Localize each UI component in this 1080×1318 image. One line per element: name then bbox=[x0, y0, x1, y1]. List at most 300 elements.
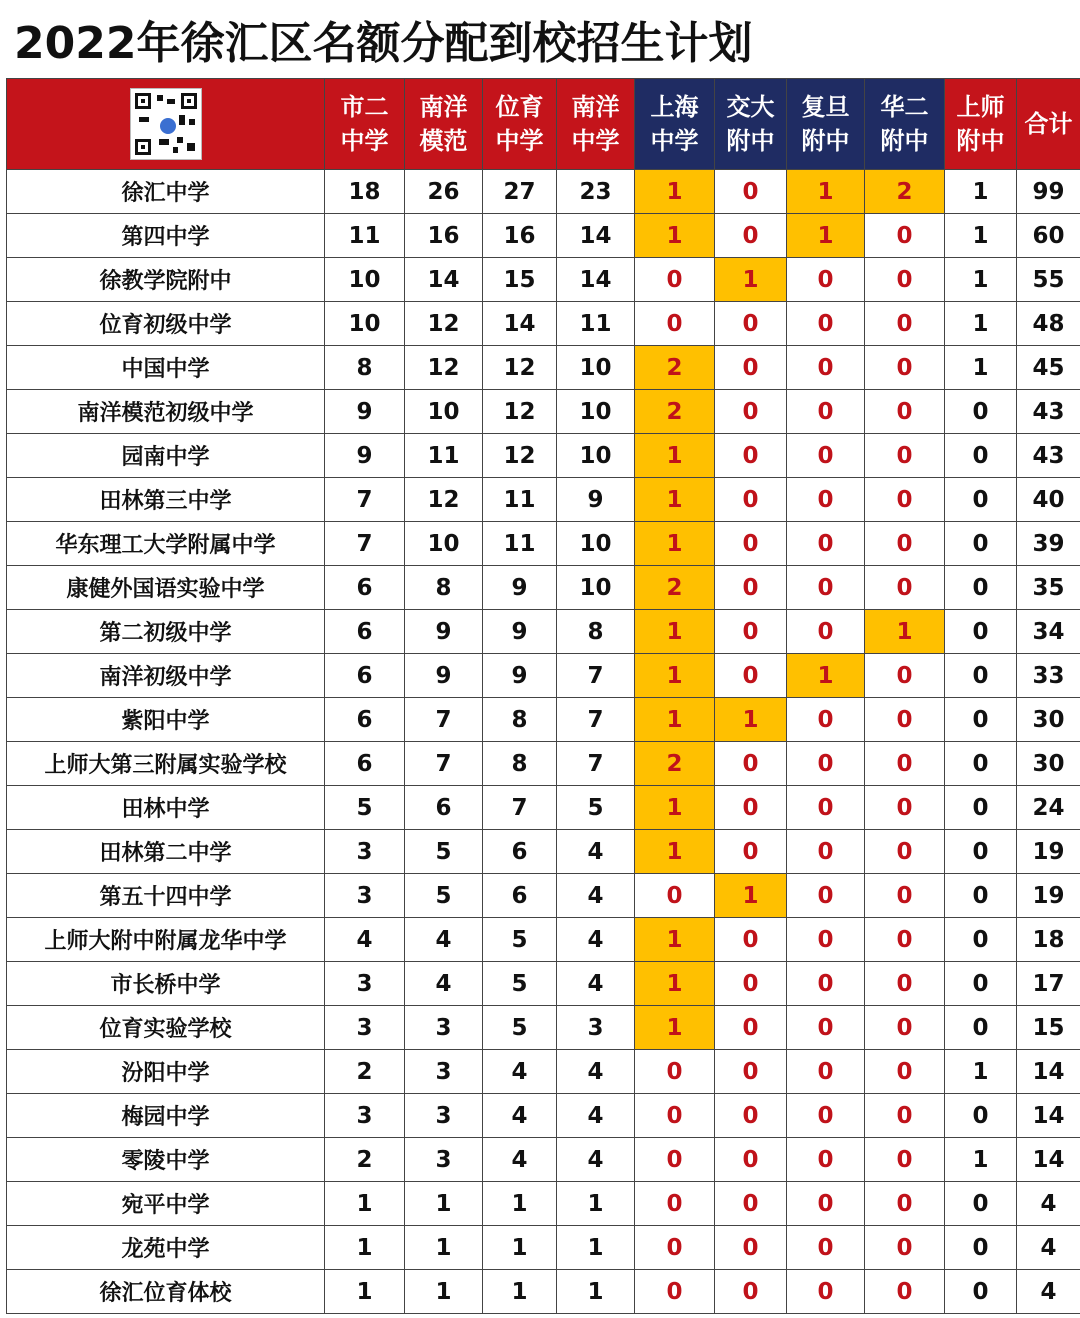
quota-value-cell: 0 bbox=[945, 786, 1017, 830]
school-name-cell: 上师大第三附属实验学校 bbox=[7, 742, 325, 786]
column-header-line: 中学 bbox=[571, 127, 620, 155]
quota-value-cell: 7 bbox=[405, 698, 483, 742]
quota-value-cell: 1 bbox=[405, 1182, 483, 1226]
school-name-cell: 康健外国语实验中学 bbox=[7, 566, 325, 610]
quota-value-cell: 0 bbox=[787, 830, 865, 874]
quota-value-cell: 0 bbox=[635, 1138, 715, 1182]
quota-value-cell: 34 bbox=[1017, 610, 1080, 654]
school-name-cell: 华东理工大学附属中学 bbox=[7, 522, 325, 566]
school-name-cell: 梅园中学 bbox=[7, 1094, 325, 1138]
quota-value-cell: 0 bbox=[865, 346, 945, 390]
quota-value-cell: 3 bbox=[325, 1094, 405, 1138]
quota-value-cell: 8 bbox=[483, 698, 557, 742]
column-header-line: 中学 bbox=[650, 127, 699, 155]
quota-value-cell: 0 bbox=[865, 1138, 945, 1182]
quota-value-cell: 0 bbox=[945, 962, 1017, 1006]
quota-value-cell: 0 bbox=[787, 1094, 865, 1138]
quota-value-cell: 23 bbox=[557, 170, 635, 214]
quota-value-cell: 1 bbox=[715, 874, 787, 918]
column-header-line: 模范 bbox=[419, 127, 468, 155]
school-name-cell: 徐汇中学 bbox=[7, 170, 325, 214]
quota-value-cell: 4 bbox=[405, 918, 483, 962]
quota-value-cell: 2 bbox=[325, 1138, 405, 1182]
column-header-line: 复旦 bbox=[801, 93, 850, 121]
quota-value-cell: 1 bbox=[405, 1270, 483, 1314]
quota-value-cell: 11 bbox=[483, 522, 557, 566]
quota-value-cell: 15 bbox=[1017, 1006, 1080, 1050]
quota-value-cell: 11 bbox=[325, 214, 405, 258]
quota-value-cell: 4 bbox=[557, 874, 635, 918]
quota-value-cell: 1 bbox=[945, 258, 1017, 302]
quota-value-cell: 0 bbox=[635, 874, 715, 918]
quota-value-cell: 8 bbox=[483, 742, 557, 786]
quota-value-cell: 3 bbox=[405, 1050, 483, 1094]
quota-value-cell: 7 bbox=[325, 522, 405, 566]
quota-value-cell: 1 bbox=[787, 214, 865, 258]
school-name-cell: 田林第三中学 bbox=[7, 478, 325, 522]
school-name-cell: 南洋模范初级中学 bbox=[7, 390, 325, 434]
quota-value-cell: 18 bbox=[1017, 918, 1080, 962]
quota-value-cell: 0 bbox=[715, 434, 787, 478]
quota-value-cell: 0 bbox=[715, 214, 787, 258]
quota-value-cell: 0 bbox=[865, 918, 945, 962]
column-header-line: 合计 bbox=[1024, 110, 1073, 138]
quota-value-cell: 14 bbox=[557, 214, 635, 258]
quota-value-cell: 0 bbox=[715, 1094, 787, 1138]
column-header-line: 交大 bbox=[726, 93, 775, 121]
table-row bbox=[7, 1182, 1080, 1226]
quota-value-cell: 5 bbox=[483, 918, 557, 962]
quota-value-cell: 40 bbox=[1017, 478, 1080, 522]
column-header-line: 上海 bbox=[650, 93, 699, 121]
column-header bbox=[945, 79, 1017, 170]
school-name-cell: 市长桥中学 bbox=[7, 962, 325, 1006]
quota-value-cell: 0 bbox=[865, 1182, 945, 1226]
quota-value-cell: 0 bbox=[787, 522, 865, 566]
table-row bbox=[7, 1270, 1080, 1314]
page-title: 2022年徐汇区名额分配到校招生计划 bbox=[14, 18, 753, 69]
school-name-cell: 位育实验学校 bbox=[7, 1006, 325, 1050]
quota-value-cell: 0 bbox=[787, 874, 865, 918]
quota-value-cell: 11 bbox=[483, 478, 557, 522]
quota-value-cell: 5 bbox=[405, 874, 483, 918]
quota-value-cell: 2 bbox=[635, 566, 715, 610]
quota-value-cell: 1 bbox=[945, 1138, 1017, 1182]
quota-value-cell: 10 bbox=[405, 390, 483, 434]
quota-value-cell: 4 bbox=[1017, 1182, 1080, 1226]
quota-value-cell: 10 bbox=[325, 258, 405, 302]
table-row bbox=[7, 830, 1080, 874]
quota-value-cell: 9 bbox=[483, 654, 557, 698]
quota-value-cell: 12 bbox=[405, 346, 483, 390]
quota-value-cell: 9 bbox=[325, 390, 405, 434]
column-header-line: 中学 bbox=[340, 127, 389, 155]
quota-value-cell: 16 bbox=[483, 214, 557, 258]
quota-value-cell: 9 bbox=[557, 478, 635, 522]
quota-value-cell: 6 bbox=[325, 566, 405, 610]
quota-value-cell: 4 bbox=[557, 1050, 635, 1094]
quota-value-cell: 0 bbox=[865, 258, 945, 302]
quota-value-cell: 0 bbox=[787, 742, 865, 786]
column-header bbox=[865, 79, 945, 170]
quota-value-cell: 0 bbox=[715, 522, 787, 566]
quota-value-cell: 1 bbox=[945, 346, 1017, 390]
quota-value-cell: 0 bbox=[865, 566, 945, 610]
quota-value-cell: 0 bbox=[715, 1006, 787, 1050]
table-row bbox=[7, 874, 1080, 918]
quota-value-cell: 11 bbox=[557, 302, 635, 346]
quota-value-cell: 0 bbox=[635, 1182, 715, 1226]
quota-value-cell: 0 bbox=[787, 302, 865, 346]
quota-value-cell: 4 bbox=[483, 1050, 557, 1094]
quota-value-cell: 0 bbox=[945, 1270, 1017, 1314]
quota-value-cell: 0 bbox=[865, 1094, 945, 1138]
quota-value-cell: 1 bbox=[635, 698, 715, 742]
qr-header-cell bbox=[7, 79, 325, 170]
quota-value-cell: 10 bbox=[557, 390, 635, 434]
quota-value-cell: 14 bbox=[483, 302, 557, 346]
quota-value-cell: 0 bbox=[715, 918, 787, 962]
quota-value-cell: 0 bbox=[787, 698, 865, 742]
quota-value-cell: 4 bbox=[557, 962, 635, 1006]
school-name-cell: 紫阳中学 bbox=[7, 698, 325, 742]
column-header-line: 市二 bbox=[340, 93, 389, 121]
quota-value-cell: 12 bbox=[483, 346, 557, 390]
quota-value-cell: 43 bbox=[1017, 434, 1080, 478]
quota-value-cell: 99 bbox=[1017, 170, 1080, 214]
quota-value-cell: 10 bbox=[405, 522, 483, 566]
quota-value-cell: 0 bbox=[865, 390, 945, 434]
school-name-cell: 位育初级中学 bbox=[7, 302, 325, 346]
quota-value-cell: 4 bbox=[557, 1138, 635, 1182]
quota-value-cell: 0 bbox=[865, 1226, 945, 1270]
quota-value-cell: 27 bbox=[483, 170, 557, 214]
quota-value-cell: 4 bbox=[325, 918, 405, 962]
quota-value-cell: 12 bbox=[405, 302, 483, 346]
column-header bbox=[635, 79, 715, 170]
quota-value-cell: 0 bbox=[865, 742, 945, 786]
quota-value-cell: 10 bbox=[557, 522, 635, 566]
quota-value-cell: 0 bbox=[787, 434, 865, 478]
quota-value-cell: 0 bbox=[945, 830, 1017, 874]
quota-value-cell: 0 bbox=[715, 478, 787, 522]
quota-value-cell: 3 bbox=[405, 1006, 483, 1050]
quota-value-cell: 0 bbox=[715, 1182, 787, 1226]
column-header-line: 附中 bbox=[726, 127, 775, 155]
quota-value-cell: 60 bbox=[1017, 214, 1080, 258]
quota-value-cell: 0 bbox=[715, 390, 787, 434]
quota-value-cell: 1 bbox=[635, 478, 715, 522]
table-row bbox=[7, 478, 1080, 522]
quota-value-cell: 0 bbox=[787, 1182, 865, 1226]
table-row bbox=[7, 742, 1080, 786]
table-row bbox=[7, 1094, 1080, 1138]
school-name-cell: 园南中学 bbox=[7, 434, 325, 478]
column-header bbox=[715, 79, 787, 170]
quota-value-cell: 2 bbox=[865, 170, 945, 214]
quota-value-cell: 17 bbox=[1017, 962, 1080, 1006]
quota-value-cell: 1 bbox=[325, 1182, 405, 1226]
column-header-line: 附中 bbox=[956, 127, 1005, 155]
quota-value-cell: 0 bbox=[715, 1270, 787, 1314]
quota-value-cell: 1 bbox=[635, 786, 715, 830]
quota-value-cell: 0 bbox=[945, 478, 1017, 522]
table-row bbox=[7, 214, 1080, 258]
quota-value-cell: 0 bbox=[635, 1226, 715, 1270]
table-row bbox=[7, 390, 1080, 434]
quota-value-cell: 0 bbox=[945, 390, 1017, 434]
quota-value-cell: 3 bbox=[325, 874, 405, 918]
quota-value-cell: 0 bbox=[787, 390, 865, 434]
quota-value-cell: 1 bbox=[635, 522, 715, 566]
quota-value-cell: 24 bbox=[1017, 786, 1080, 830]
table-row bbox=[7, 434, 1080, 478]
quota-value-cell: 6 bbox=[483, 874, 557, 918]
quota-value-cell: 3 bbox=[557, 1006, 635, 1050]
column-header-line: 南洋 bbox=[419, 93, 468, 121]
table-row bbox=[7, 698, 1080, 742]
quota-value-cell: 4 bbox=[1017, 1226, 1080, 1270]
quota-value-cell: 26 bbox=[405, 170, 483, 214]
school-name-cell: 龙苑中学 bbox=[7, 1226, 325, 1270]
quota-value-cell: 1 bbox=[787, 654, 865, 698]
quota-value-cell: 0 bbox=[787, 478, 865, 522]
quota-value-cell: 0 bbox=[865, 434, 945, 478]
column-header bbox=[483, 79, 557, 170]
table-row bbox=[7, 610, 1080, 654]
header-row bbox=[7, 79, 1080, 170]
quota-value-cell: 1 bbox=[405, 1226, 483, 1270]
quota-value-cell: 10 bbox=[557, 346, 635, 390]
quota-value-cell: 0 bbox=[945, 522, 1017, 566]
quota-value-cell: 14 bbox=[405, 258, 483, 302]
quota-value-cell: 8 bbox=[325, 346, 405, 390]
quota-value-cell: 0 bbox=[865, 302, 945, 346]
quota-value-cell: 0 bbox=[715, 1138, 787, 1182]
school-name-cell: 第四中学 bbox=[7, 214, 325, 258]
quota-value-cell: 1 bbox=[635, 654, 715, 698]
quota-value-cell: 11 bbox=[405, 434, 483, 478]
quota-value-cell: 1 bbox=[325, 1270, 405, 1314]
quota-value-cell: 0 bbox=[945, 1182, 1017, 1226]
column-header-line: 附中 bbox=[880, 127, 929, 155]
quota-value-cell: 1 bbox=[635, 610, 715, 654]
quota-value-cell: 18 bbox=[325, 170, 405, 214]
quota-value-cell: 5 bbox=[405, 830, 483, 874]
quota-value-cell: 4 bbox=[1017, 1270, 1080, 1314]
quota-value-cell: 1 bbox=[787, 170, 865, 214]
table-row bbox=[7, 654, 1080, 698]
quota-value-cell: 2 bbox=[635, 346, 715, 390]
quota-value-cell: 14 bbox=[1017, 1138, 1080, 1182]
quota-value-cell: 1 bbox=[325, 1226, 405, 1270]
quota-value-cell: 5 bbox=[325, 786, 405, 830]
column-header bbox=[787, 79, 865, 170]
quota-value-cell: 0 bbox=[945, 742, 1017, 786]
quota-value-cell: 1 bbox=[635, 1006, 715, 1050]
quota-value-cell: 4 bbox=[557, 918, 635, 962]
quota-value-cell: 1 bbox=[635, 214, 715, 258]
quota-value-cell: 7 bbox=[405, 742, 483, 786]
quota-value-cell: 55 bbox=[1017, 258, 1080, 302]
quota-value-cell: 0 bbox=[635, 302, 715, 346]
quota-value-cell: 0 bbox=[635, 1270, 715, 1314]
quota-value-cell: 0 bbox=[945, 610, 1017, 654]
quota-value-cell: 7 bbox=[325, 478, 405, 522]
quota-value-cell: 1 bbox=[635, 830, 715, 874]
quota-value-cell: 4 bbox=[405, 962, 483, 1006]
school-name-cell: 第二初级中学 bbox=[7, 610, 325, 654]
quota-value-cell: 9 bbox=[483, 610, 557, 654]
quota-value-cell: 1 bbox=[865, 610, 945, 654]
quota-value-cell: 1 bbox=[945, 214, 1017, 258]
quota-value-cell: 0 bbox=[715, 1226, 787, 1270]
quota-value-cell: 3 bbox=[325, 1006, 405, 1050]
quota-value-cell: 1 bbox=[715, 698, 787, 742]
table-row bbox=[7, 918, 1080, 962]
quota-table bbox=[6, 78, 1080, 1314]
quota-value-cell: 0 bbox=[787, 1050, 865, 1094]
column-header bbox=[405, 79, 483, 170]
column-header bbox=[1017, 79, 1080, 170]
quota-value-cell: 2 bbox=[325, 1050, 405, 1094]
table-row bbox=[7, 170, 1080, 214]
quota-value-cell: 0 bbox=[865, 962, 945, 1006]
quota-value-cell: 0 bbox=[787, 610, 865, 654]
quota-value-cell: 1 bbox=[557, 1182, 635, 1226]
quota-value-cell: 1 bbox=[483, 1182, 557, 1226]
quota-value-cell: 1 bbox=[945, 170, 1017, 214]
quota-value-cell: 48 bbox=[1017, 302, 1080, 346]
qr-code-icon bbox=[130, 88, 202, 160]
school-name-cell: 第五十四中学 bbox=[7, 874, 325, 918]
quota-value-cell: 0 bbox=[635, 258, 715, 302]
quota-value-cell: 10 bbox=[325, 302, 405, 346]
quota-value-cell: 1 bbox=[635, 434, 715, 478]
quota-value-cell: 4 bbox=[557, 830, 635, 874]
quota-value-cell: 7 bbox=[483, 786, 557, 830]
quota-value-cell: 5 bbox=[557, 786, 635, 830]
table-row bbox=[7, 522, 1080, 566]
quota-value-cell: 2 bbox=[635, 742, 715, 786]
column-header bbox=[557, 79, 635, 170]
quota-value-cell: 30 bbox=[1017, 698, 1080, 742]
quota-value-cell: 0 bbox=[715, 1050, 787, 1094]
quota-value-cell: 0 bbox=[787, 258, 865, 302]
school-name-cell: 田林第二中学 bbox=[7, 830, 325, 874]
column-header bbox=[325, 79, 405, 170]
quota-value-cell: 9 bbox=[405, 654, 483, 698]
quota-value-cell: 43 bbox=[1017, 390, 1080, 434]
quota-value-cell: 4 bbox=[483, 1094, 557, 1138]
table-row bbox=[7, 1138, 1080, 1182]
quota-value-cell: 0 bbox=[715, 170, 787, 214]
column-header-line: 位育 bbox=[495, 93, 544, 121]
quota-value-cell: 10 bbox=[557, 566, 635, 610]
quota-value-cell: 1 bbox=[945, 1050, 1017, 1094]
quota-value-cell: 0 bbox=[865, 1050, 945, 1094]
quota-value-cell: 0 bbox=[715, 786, 787, 830]
quota-value-cell: 5 bbox=[483, 1006, 557, 1050]
quota-value-cell: 2 bbox=[635, 390, 715, 434]
quota-value-cell: 0 bbox=[787, 1006, 865, 1050]
quota-value-cell: 19 bbox=[1017, 874, 1080, 918]
quota-value-cell: 0 bbox=[715, 346, 787, 390]
school-name-cell: 零陵中学 bbox=[7, 1138, 325, 1182]
quota-value-cell: 0 bbox=[865, 214, 945, 258]
quota-value-cell: 7 bbox=[557, 698, 635, 742]
quota-value-cell: 8 bbox=[557, 610, 635, 654]
column-header-line: 中学 bbox=[495, 127, 544, 155]
quota-value-cell: 0 bbox=[865, 522, 945, 566]
quota-value-cell: 0 bbox=[715, 742, 787, 786]
table-row bbox=[7, 566, 1080, 610]
quota-value-cell: 6 bbox=[483, 830, 557, 874]
quota-value-cell: 0 bbox=[787, 1270, 865, 1314]
quota-value-cell: 7 bbox=[557, 742, 635, 786]
quota-value-cell: 0 bbox=[787, 1138, 865, 1182]
school-name-cell: 中国中学 bbox=[7, 346, 325, 390]
table-row bbox=[7, 786, 1080, 830]
quota-value-cell: 35 bbox=[1017, 566, 1080, 610]
quota-value-cell: 1 bbox=[557, 1270, 635, 1314]
quota-value-cell: 0 bbox=[715, 830, 787, 874]
column-header-line: 上师 bbox=[956, 93, 1005, 121]
table-row bbox=[7, 1226, 1080, 1270]
quota-value-cell: 8 bbox=[405, 566, 483, 610]
quota-value-cell: 1 bbox=[483, 1270, 557, 1314]
quota-value-cell: 0 bbox=[787, 918, 865, 962]
quota-value-cell: 4 bbox=[483, 1138, 557, 1182]
quota-value-cell: 1 bbox=[483, 1226, 557, 1270]
column-header-line: 南洋 bbox=[571, 93, 620, 121]
quota-value-cell: 1 bbox=[635, 170, 715, 214]
quota-value-cell: 6 bbox=[325, 654, 405, 698]
quota-value-cell: 0 bbox=[715, 566, 787, 610]
quota-value-cell: 0 bbox=[945, 654, 1017, 698]
quota-value-cell: 19 bbox=[1017, 830, 1080, 874]
quota-value-cell: 0 bbox=[865, 874, 945, 918]
quota-value-cell: 0 bbox=[945, 918, 1017, 962]
quota-value-cell: 14 bbox=[1017, 1050, 1080, 1094]
column-header-line: 华二 bbox=[880, 93, 929, 121]
school-name-cell: 徐教学院附中 bbox=[7, 258, 325, 302]
table-row bbox=[7, 258, 1080, 302]
quota-value-cell: 0 bbox=[635, 1094, 715, 1138]
quota-value-cell: 0 bbox=[945, 1094, 1017, 1138]
quota-value-cell: 0 bbox=[945, 1006, 1017, 1050]
quota-value-cell: 9 bbox=[405, 610, 483, 654]
quota-value-cell: 3 bbox=[405, 1094, 483, 1138]
school-name-cell: 汾阳中学 bbox=[7, 1050, 325, 1094]
quota-value-cell: 0 bbox=[865, 654, 945, 698]
quota-value-cell: 14 bbox=[1017, 1094, 1080, 1138]
table-row bbox=[7, 1050, 1080, 1094]
quota-value-cell: 0 bbox=[945, 698, 1017, 742]
quota-value-cell: 9 bbox=[325, 434, 405, 478]
quota-value-cell: 1 bbox=[635, 962, 715, 1006]
quota-value-cell: 1 bbox=[557, 1226, 635, 1270]
quota-value-cell: 3 bbox=[325, 962, 405, 1006]
quota-value-cell: 0 bbox=[787, 346, 865, 390]
quota-value-cell: 1 bbox=[945, 302, 1017, 346]
quota-value-cell: 0 bbox=[635, 1050, 715, 1094]
school-name-cell: 南洋初级中学 bbox=[7, 654, 325, 698]
quota-value-cell: 39 bbox=[1017, 522, 1080, 566]
quota-value-cell: 5 bbox=[483, 962, 557, 1006]
quota-value-cell: 12 bbox=[405, 478, 483, 522]
quota-value-cell: 0 bbox=[865, 786, 945, 830]
